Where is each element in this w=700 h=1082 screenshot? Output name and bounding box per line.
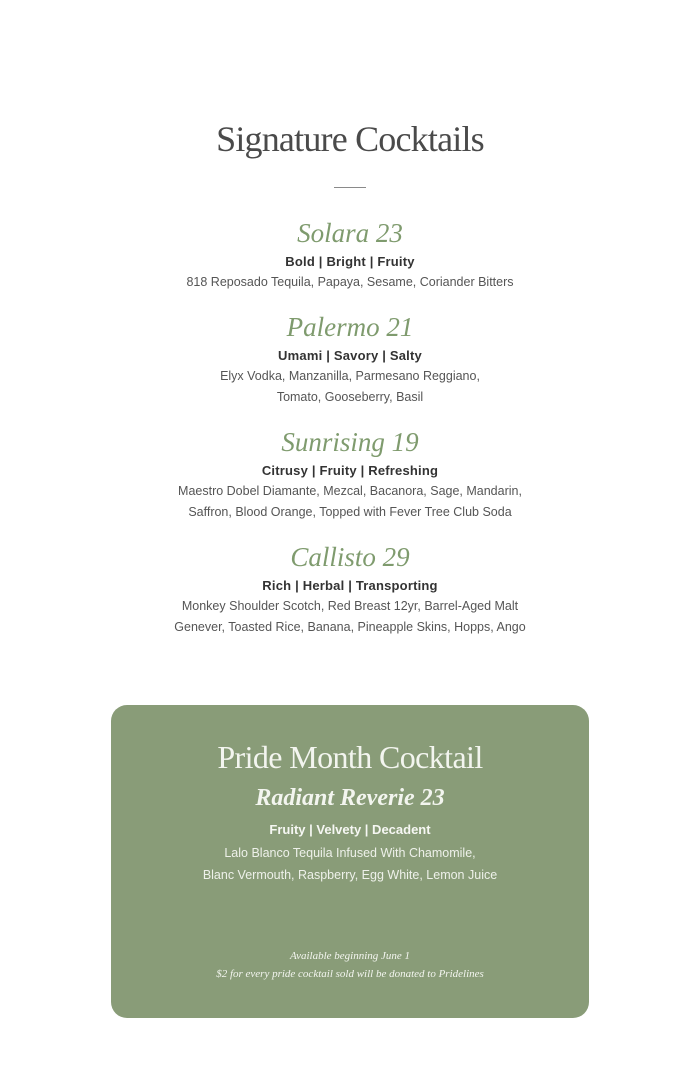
menu-title: Signature Cocktails [216,119,484,159]
donation-note: $2 for every pride cocktail sold will be donated to Pridelines [216,968,484,980]
pride-cocktail-panel [111,705,589,1018]
cocktail-list [0,214,700,653]
feature-cocktail-description [111,842,589,886]
description-line: Monkey Shoulder Scotch, Red Breast 12yr, Barrel-Aged Malt [181,598,519,613]
description-line: 818 Reposado Tequila, Papaya, Sesame, Coriander Bitters [186,275,514,289]
cocktail-item-callisto [0,538,700,639]
description-line: Elyx Vodka, Manzanilla, Parmesano Reggiano, [220,368,480,383]
cocktail-item-solara [0,214,700,294]
feature-note [111,947,589,983]
cocktail-tags: Citrusy | Fruity | Refreshing [261,462,439,478]
cocktail-name: Solara 23 [297,218,403,248]
cocktail-tags: Bold | Bright | Fruity [285,254,415,269]
title-divider [334,187,366,188]
cocktail-name: Sunrising 19 [281,426,419,457]
description-line: Genever, Toasted Rice, Banana, Pineapple Skins, Hopps, Ango [174,620,526,634]
cocktail-name: Palermo 21 [286,311,414,342]
description-line: Tomato, Gooseberry, Basil [276,390,424,404]
cocktail-item-sunrising [0,423,700,524]
cocktail-description [0,596,700,639]
description-line: Saffron, Blood Orange, Topped with Fever Tree Club Soda [188,505,512,519]
feature-title: Pride Month Cocktail [217,739,483,775]
description-line: Blanc Vermouth, Raspberry, Egg White, Lemon Juice [202,868,498,882]
description-line: Maestro Dobel Diamante, Mezcal, Bacanora, Sage, Mandarin, [178,483,522,498]
cocktail-tags: Umami | Savory | Salty [278,347,422,363]
cocktail-item-palermo [0,308,700,409]
cocktail-description [0,366,700,409]
cocktail-description [0,481,700,524]
feature-cocktail-name: Radiant Reverie 23 [255,785,445,811]
feature-cocktail-tags: Fruity | Velvety | Decadent [269,822,431,837]
availability-note: Available beginning June 1 [289,950,411,962]
description-line: Lalo Blanco Tequila Infused With Chamomile, [224,846,476,860]
cocktail-tags: Rich | Herbal | Transporting [262,577,438,593]
cocktail-name: Callisto 29 [290,541,410,572]
cocktail-description [0,272,700,294]
